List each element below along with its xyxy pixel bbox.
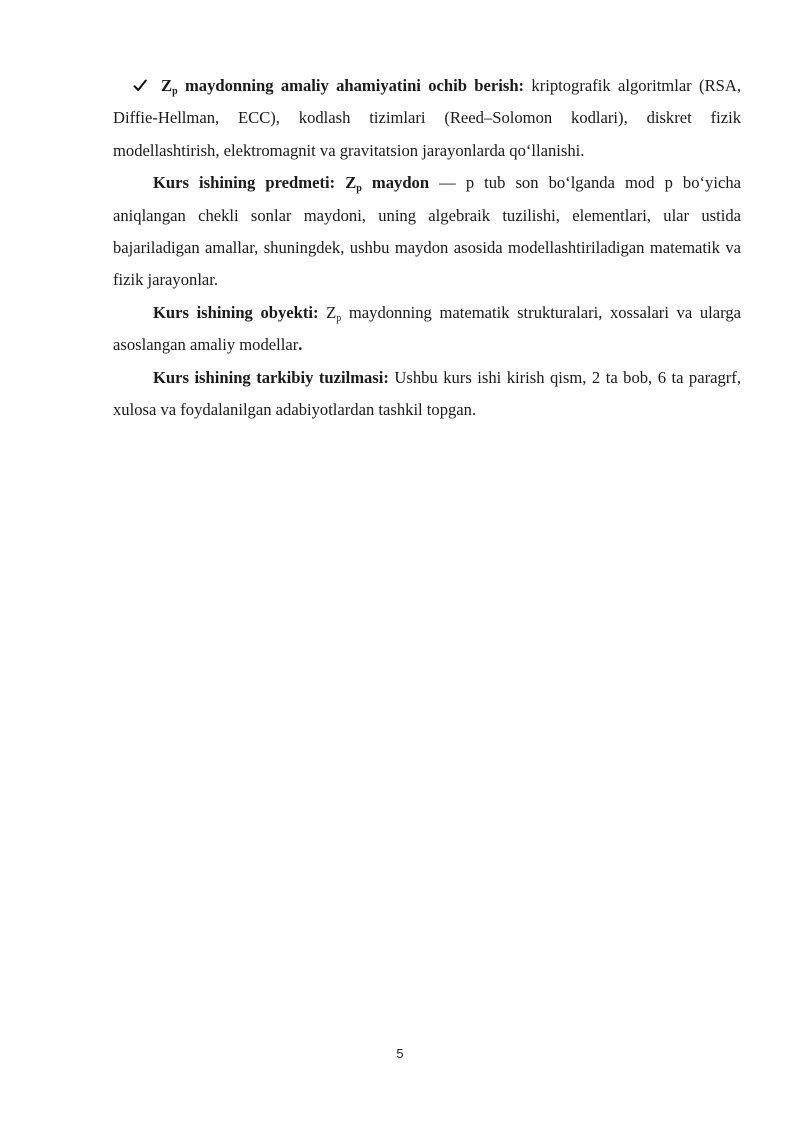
structure-text: Ushbu kurs ishi kirish qism, 2 ta bob, 6 ta paragrf, xulosa va foydalanilgan adabiyotlardan tashkil topgan.: [113, 367, 741, 420]
check-icon: [133, 70, 151, 102]
subject-label: Kurs ishining predmeti:: [153, 173, 346, 193]
paragraph-subject: [113, 167, 741, 297]
object-end: .: [298, 335, 303, 355]
paragraph-object: [113, 297, 741, 362]
object-z: $Z_p$: [318, 302, 342, 324]
paragraph-structure: [113, 362, 741, 427]
page-number: 5: [396, 1046, 404, 1061]
practical-text: kriptografik algoritmlar (RSA, Diffie-Hellman, ECC), kodlash tizimlari (Reed–Solomon kodlari), diskret fizik modellashtirish, elektromagnit va gravitatsion jarayonlarda qo‘llanishi.: [113, 76, 741, 160]
structure-label: Kurs ishining tarkibiy tuzilmasi:: [153, 367, 389, 387]
paragraph-practical-significance: [113, 70, 741, 167]
page-content: [113, 70, 741, 426]
practical-heading: $Z_p$ maydonning amaliy ahamiyatini ochib berish:: [161, 76, 525, 97]
object-text: maydonning matematik strukturalari, xossalari va ularga asoslangan amaliy modellar: [113, 302, 741, 355]
subject-text: — p tub son bo‘lganda mod p bo‘yicha aniqlangan chekli sonlar maydoni, uning algebraik tuzilishi, elementlari, ular ustida bajariladigan amallar, shuningdek, ushbu maydon asosida modellashtiriladigan matematik va fizik jarayonlar.: [113, 173, 741, 290]
object-label: Kurs ishining obyekti:: [153, 302, 319, 322]
subject-term: $Z_p$ maydon: [345, 173, 430, 195]
